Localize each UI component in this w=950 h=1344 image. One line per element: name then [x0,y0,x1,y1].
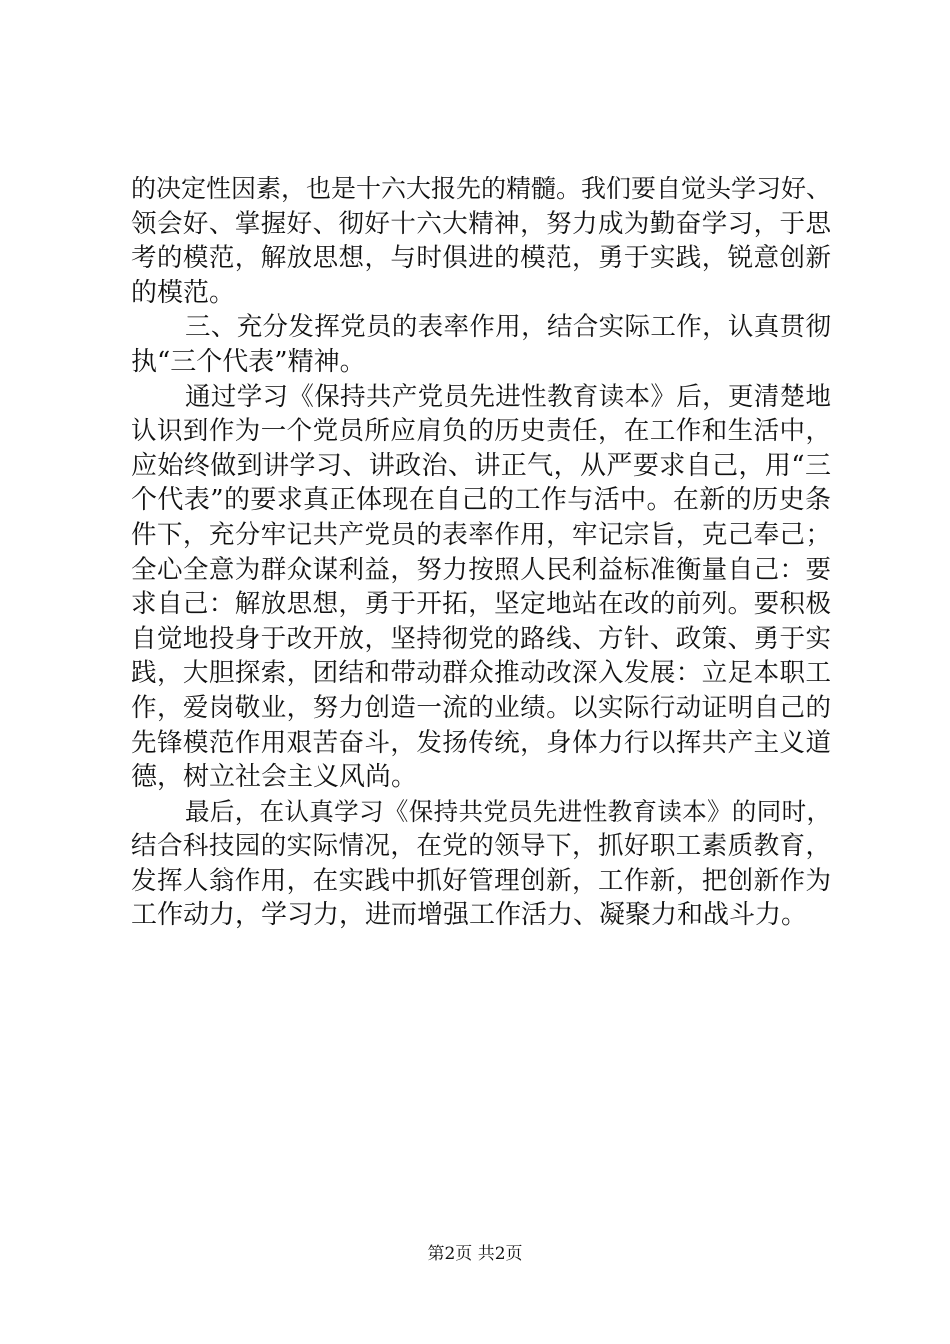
text-line: 作，爱岗敬业，努力创造一流的业绩。以实际行动证明自己的 [131,692,831,723]
text-line: 领会好、掌握好、彻好十六大精神，努力成为勤奋学习，于思 [131,208,831,239]
text-line: 考的模范，解放思想，与时俱进的模范，勇于实践，锐意创新 [131,243,831,274]
text-line: 的模范。 [131,277,236,308]
text-line: 自觉地投身于改开放，坚持彻党的路线、方针、政策、勇于实 [131,623,831,654]
text-line: 三、充分发挥党员的表率作用，结合实际工作，认真贯彻 [185,312,831,343]
text-line: 最后，在认真学习《保持共党员先进性教育读本》的同时， [185,796,831,826]
text-line: 个代表”的要求真正体现在自己的工作与活中。在新的历史条 [131,485,831,516]
page-footer: 第2页 共2页 [427,1244,523,1264]
text-line: 件下，充分牢记共产党员的表率作用，牢记宗旨，克己奉己； [131,519,831,550]
text-line: 践，大胆探索，团结和带动群众推动改深入发展：立足本职工 [131,658,831,689]
text-line: 求自己：解放思想，勇于开拓，坚定地站在改的前列。要积极 [131,589,831,620]
text-line: 德，树立社会主义风尚。 [131,762,418,793]
text-line: 结合科技园的实际情况，在党的领导下，抓好职工素质教育， [131,831,831,862]
text-line: 的决定性因素，也是十六大报先的精髓。我们要自觉头学习好、 [131,174,832,203]
text-line: 工作动力，学习力，进而增强工作活力、凝聚力和战斗力。 [131,900,808,931]
text-line: 应始终做到讲学习、讲政治、讲正气，从严要求自己，用“三 [131,450,831,481]
text-line: 通过学习《保持共产党员先进性教育读本》后，更清楚地 [185,381,831,412]
text-line: 认识到作为一个党员所应肩负的历史责任，在工作和生活中， [131,416,831,447]
text-line: 全心全意为群众谋利益，努力按照人民利益标准衡量自己：要 [131,554,831,585]
text-line: 先锋模范作用艰苦奋斗，发扬传统，身体力行以挥共产主义道 [131,727,831,758]
text-line: 发挥人翁作用，在实践中抓好管理创新，工作新，把创新作为 [131,865,831,896]
text-line: 执“三个代表”精神。 [131,346,366,377]
document-body [131,172,831,933]
